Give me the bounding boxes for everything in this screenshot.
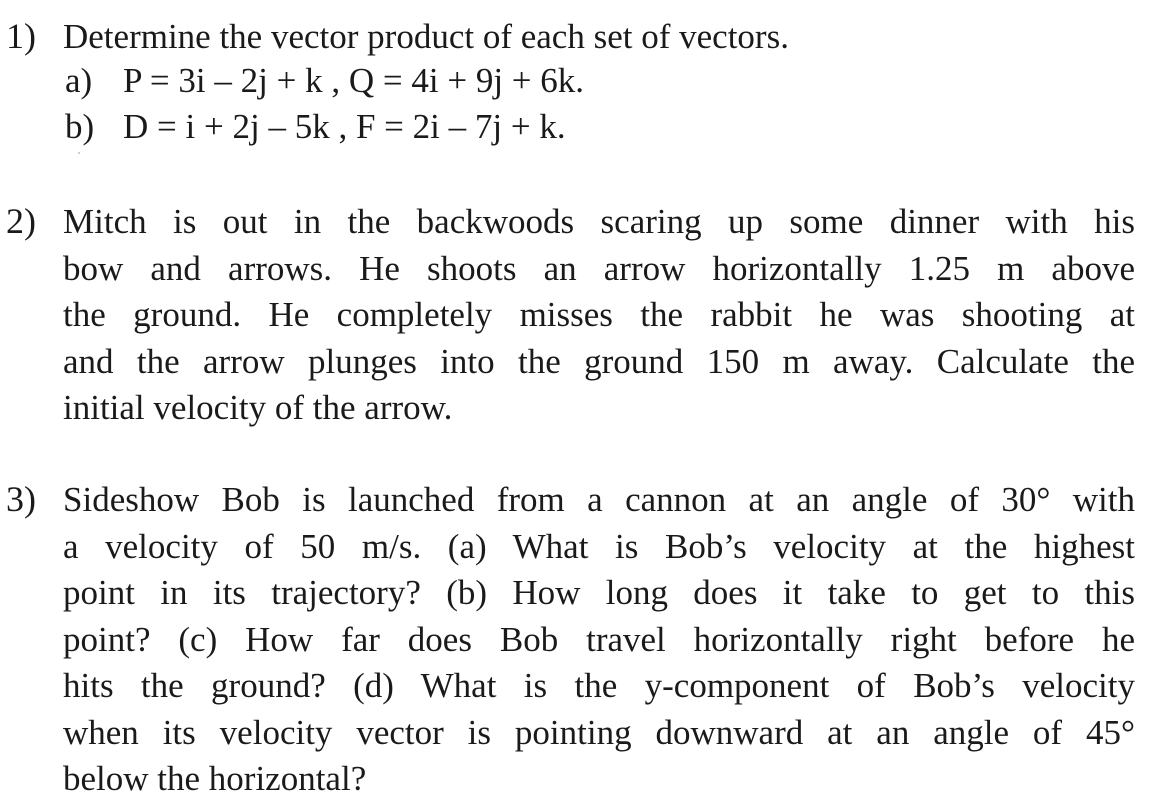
problem-line: bow and arrows. He shoots an arrow horizontally 1.25 m above bbox=[63, 248, 1135, 288]
problem-intro bbox=[63, 14, 1135, 61]
problem-number: 1) bbox=[6, 16, 36, 56]
part-a bbox=[65, 59, 584, 103]
problem-number: 2) bbox=[6, 201, 36, 241]
problem-line: Sideshow Bob is launched from a cannon at an angle of 30° with bbox=[63, 480, 1135, 519]
problem-text bbox=[63, 477, 1135, 803]
problem-line: the ground. He completely misses the rabbit he was shooting at bbox=[63, 295, 1135, 334]
problem-line: point in its trajectory? (b) How long does it take to get to this bbox=[63, 573, 1135, 612]
problem-number: 3) bbox=[6, 479, 36, 519]
scan-speck bbox=[78, 152, 80, 154]
problem-line: point? (c) How far does Bob travel horizontally right before he bbox=[63, 619, 1135, 659]
problem-line: initial velocity of the arrow. bbox=[63, 388, 453, 427]
problem-intro-line: Determine the vector product of each set of vectors. bbox=[63, 17, 789, 56]
problem-line: hits the ground? (d) What is the y-component of Bob’s velocity bbox=[63, 666, 1135, 705]
problem-line: below the horizontal? bbox=[63, 759, 367, 798]
part-equation: D = i + 2j – 5k , F = 2i – 7j + k. bbox=[123, 107, 566, 146]
problem-line: and the arrow plunges into the ground 150 m away. Calculate the bbox=[63, 341, 1135, 381]
part-b bbox=[65, 105, 566, 149]
problem-text bbox=[63, 199, 1135, 432]
part-label: a) bbox=[65, 61, 93, 100]
problem-line: a velocity of 50 m/s. (a) What is Bob’s velocity at the highest bbox=[63, 526, 1135, 566]
part-label: b) bbox=[65, 107, 95, 146]
part-equation: P = 3i – 2j + k , Q = 4i + 9j + 6k. bbox=[123, 61, 585, 100]
problem-line: Mitch is out in the backwoods scaring up some dinner with his bbox=[63, 202, 1135, 241]
problem-line: when its velocity vector is pointing downward at an angle of 45° bbox=[63, 712, 1135, 752]
